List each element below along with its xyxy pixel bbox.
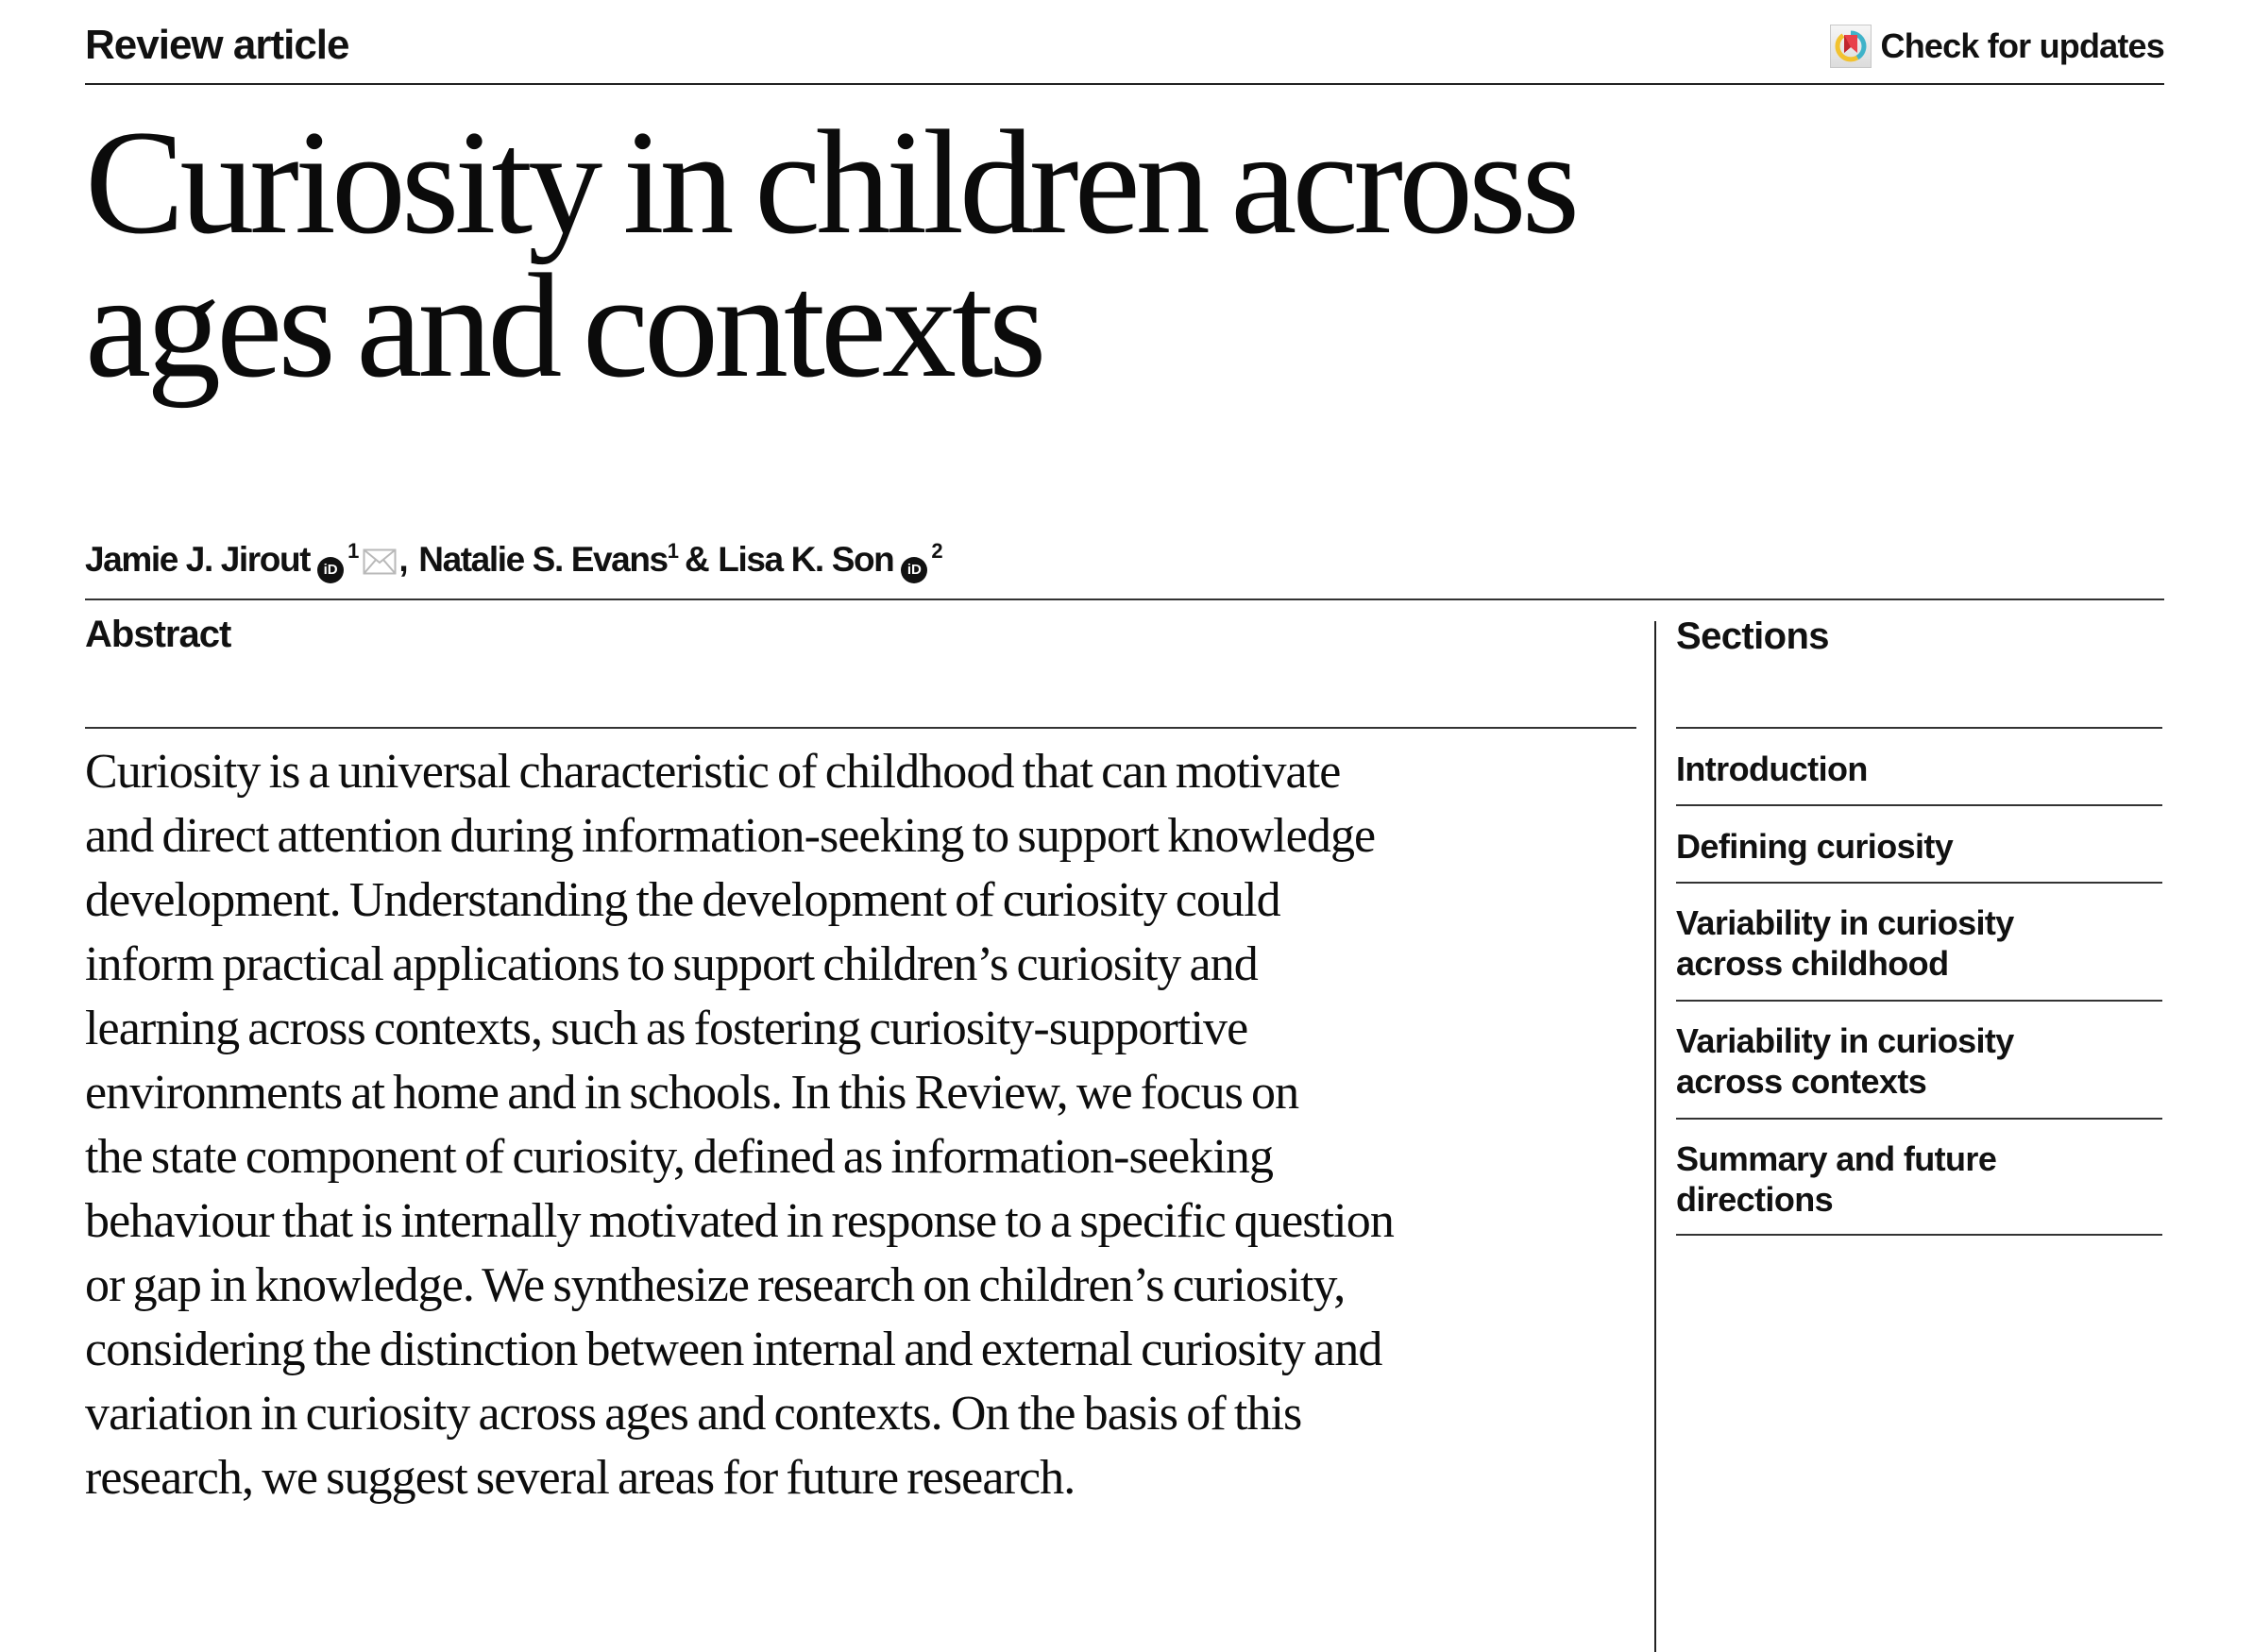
author-list bbox=[85, 540, 947, 582]
section-link-label: across contexts bbox=[1676, 1062, 1927, 1101]
abstract-line: inform practical applications to support children’s curiosity and bbox=[85, 937, 1258, 991]
abstract-line: or gap in knowledge. We synthesize research on children’s curiosity, bbox=[85, 1258, 1346, 1312]
orcid-icon[interactable]: iD bbox=[317, 557, 344, 583]
section-link-introduction[interactable] bbox=[1676, 727, 2162, 804]
title-line: ages and contexts bbox=[85, 244, 1042, 409]
abstract-divider bbox=[85, 727, 1636, 729]
abstract-line: learning across contexts, such as fostering curiosity-supportive bbox=[85, 1002, 1248, 1055]
crossmark-icon bbox=[1830, 25, 1872, 68]
abstract-line: research, we suggest several areas for future research. bbox=[85, 1451, 1076, 1505]
section-link-label: Variability in curiosity bbox=[1676, 1021, 2014, 1060]
article-title bbox=[85, 100, 1690, 409]
affiliation-marker: 1 bbox=[667, 539, 679, 563]
abstract-line: the state component of curiosity, defined as information-seeking bbox=[85, 1130, 1274, 1184]
section-link-label: Defining curiosity bbox=[1676, 827, 1954, 866]
section-link-label: Variability in curiosity bbox=[1676, 903, 2014, 942]
column-divider bbox=[1654, 621, 1656, 1652]
email-icon[interactable] bbox=[363, 544, 397, 583]
authors-divider bbox=[85, 598, 2164, 600]
author-separator: , bbox=[398, 540, 408, 579]
check-for-updates-button[interactable] bbox=[1830, 23, 2164, 70]
section-link-label: across childhood bbox=[1676, 944, 1949, 983]
section-link-variability-contexts[interactable] bbox=[1676, 1000, 2162, 1118]
sections-nav bbox=[1676, 727, 2162, 1236]
abstract-line: Curiosity is a universal characteristic of childhood that can motivate bbox=[85, 745, 1341, 799]
section-link-label: directions bbox=[1676, 1180, 1834, 1219]
author-separator: & bbox=[684, 540, 709, 579]
section-link-variability-childhood[interactable] bbox=[1676, 882, 2162, 1000]
section-link-defining-curiosity[interactable] bbox=[1676, 804, 2162, 882]
affiliation-marker: 2 bbox=[931, 539, 943, 563]
author-name[interactable]: Natalie S. Evans bbox=[418, 540, 668, 579]
abstract-line: and direct attention during information-seeking to support knowledge bbox=[85, 809, 1376, 863]
abstract-line: behaviour that is internally motivated in response to a specific question bbox=[85, 1194, 1394, 1248]
abstract-line: environments at home and in schools. In this Review, we focus on bbox=[85, 1066, 1299, 1120]
abstract-line: variation in curiosity across ages and contexts. On the basis of this bbox=[85, 1387, 1302, 1441]
section-link-label: Summary and future bbox=[1676, 1139, 1997, 1178]
abstract-line: considering the distinction between internal and external curiosity and bbox=[85, 1323, 1382, 1376]
section-link-summary[interactable] bbox=[1676, 1118, 2162, 1236]
article-type-label: Review article bbox=[85, 22, 349, 68]
author-name[interactable]: Lisa K. Son bbox=[718, 540, 894, 579]
abstract-text bbox=[85, 740, 1643, 1510]
author-name[interactable]: Jamie J. Jirout bbox=[85, 540, 311, 579]
section-link-label: Introduction bbox=[1676, 750, 1868, 788]
abstract-line: development. Understanding the development of curiosity could bbox=[85, 873, 1280, 927]
abstract-heading: Abstract bbox=[85, 614, 231, 655]
sections-heading: Sections bbox=[1676, 615, 1829, 657]
check-for-updates-label: Check for updates bbox=[1880, 26, 2164, 65]
affiliation-marker: 1 bbox=[347, 539, 360, 563]
header-divider bbox=[85, 83, 2164, 85]
orcid-icon[interactable]: iD bbox=[901, 557, 927, 583]
title-line: Curiosity in children across bbox=[85, 100, 1576, 265]
